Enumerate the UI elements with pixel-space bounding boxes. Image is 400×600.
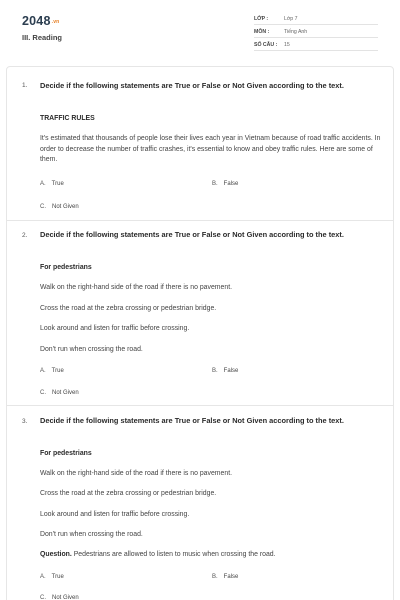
passage-line: Cross the road at the zebra crossing or pedestrian bridge.	[40, 305, 217, 312]
option-c[interactable]	[40, 595, 79, 600]
option-a[interactable]	[40, 368, 64, 374]
option-text: Not Given	[52, 595, 79, 600]
option-a[interactable]	[40, 574, 64, 580]
option-letter: A.	[40, 368, 46, 374]
option-letter: C.	[40, 390, 46, 396]
logo-suffix: .vn	[51, 18, 60, 25]
passage-line: Cross the road at the zebra crossing or pedestrian bridge.	[40, 490, 217, 497]
meta-row-count	[254, 40, 378, 51]
option-letter: C.	[40, 595, 46, 600]
passage-line: Walk on the right-hand side of the road if there is no pavement.	[40, 284, 233, 291]
option-text: Not Given	[52, 204, 79, 210]
question-text: Pedestrians are allowed to listen to music when crossing the road.	[73, 551, 276, 558]
question-number: 3.	[22, 418, 28, 425]
section-title: III. Reading	[22, 33, 63, 42]
question-title: Decide if the following statements are True or False or Not Given according to the text.	[40, 230, 344, 239]
passage-heading: TRAFFIC RULES	[40, 115, 95, 122]
passage-line: Don't run when crossing the road.	[40, 531, 143, 538]
option-letter: C.	[40, 204, 46, 210]
option-text: Not Given	[52, 390, 79, 396]
meta-label: SỐ CÂU :	[254, 42, 278, 48]
option-text: False	[223, 574, 239, 580]
option-letter: A.	[40, 574, 46, 580]
question-title: Decide if the following statements are True or False or Not Given according to the text.	[40, 81, 344, 90]
meta-row-subject	[254, 27, 378, 38]
option-letter: B.	[212, 574, 218, 580]
meta-label: LỚP :	[254, 16, 269, 22]
passage-line: Walk on the right-hand side of the road if there is no pavement.	[40, 470, 233, 477]
option-letter: A.	[40, 181, 46, 187]
option-text: False	[223, 368, 239, 374]
option-b[interactable]	[212, 368, 238, 374]
question-number: 1.	[22, 82, 28, 89]
meta-value: Tiếng Anh	[284, 29, 308, 35]
option-text: True	[51, 574, 64, 580]
option-letter: B.	[212, 368, 218, 374]
site-logo[interactable]	[22, 14, 59, 28]
passage-line: Look around and listen for traffic before crossing.	[40, 325, 190, 332]
question-title: Decide if the following statements are True or False or Not Given according to the text.	[40, 416, 344, 425]
option-text: False	[223, 181, 239, 187]
option-c[interactable]	[40, 390, 79, 396]
divider	[6, 405, 394, 406]
option-b[interactable]	[212, 574, 238, 580]
question-label: Question.	[40, 551, 72, 558]
meta-row-class	[254, 14, 378, 25]
question-statement	[40, 550, 385, 561]
option-text: True	[51, 181, 64, 187]
meta-label: MÔN :	[254, 29, 270, 35]
option-text: True	[51, 368, 64, 374]
passage-line: Look around and listen for traffic before crossing.	[40, 511, 190, 518]
passage-paragraph: It's estimated that thousands of people lose their lives each year in Vietnam because of road traffic accidents. In order to decrease the number of traffic crashes, it's essential to know and obey traffic rules. Here are some of them.	[40, 135, 381, 163]
meta-value: 15	[284, 42, 290, 48]
option-b[interactable]	[212, 181, 238, 187]
divider	[6, 220, 394, 221]
question-number: 2.	[22, 232, 28, 239]
option-letter: B.	[212, 181, 218, 187]
passage-heading: For pedestrians	[40, 450, 92, 457]
passage-line: Don't run when crossing the road.	[40, 346, 143, 353]
passage-heading: For pedestrians	[40, 264, 92, 271]
header	[0, 0, 400, 66]
option-a[interactable]	[40, 181, 64, 187]
meta-value: Lớp 7	[284, 16, 298, 22]
option-c[interactable]	[40, 204, 79, 210]
logo-text: 2048	[22, 14, 51, 28]
